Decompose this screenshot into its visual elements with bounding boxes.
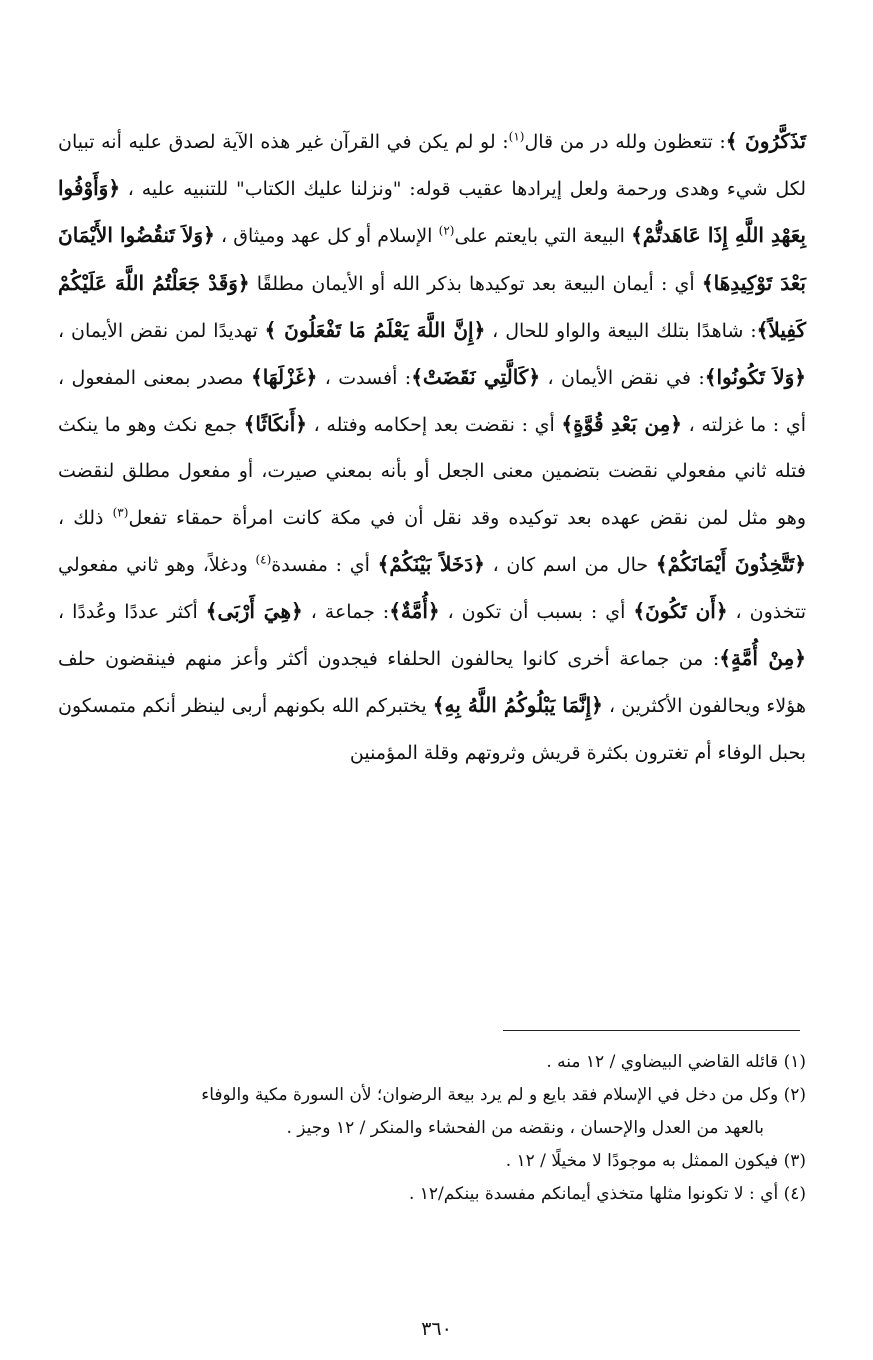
footnote-marker: (٢) bbox=[438, 224, 455, 239]
quran-verse: ﴿أُمَّةٌ﴾ bbox=[389, 599, 440, 624]
quran-verse: ﴿وَلاَ تَكُونُوا﴾ bbox=[704, 365, 806, 390]
commentary-text: : أفسدت ، bbox=[317, 367, 412, 390]
commentary-text: أي : نقضت بعد إحكامه وفتله ، bbox=[307, 414, 562, 437]
commentary-text: البيعة التي بايعتم على bbox=[454, 225, 632, 248]
quran-verse: ﴿إِنَّمَا يَبْلُوكُمُ اللَّهُ بِهِ﴾ bbox=[432, 693, 603, 718]
footnote-marker: (٣) bbox=[112, 505, 129, 520]
commentary-text: مصدر بمعنى المفعول ، أي : ما غزلته ، bbox=[58, 367, 806, 437]
commentary-text: : جماعة ، bbox=[302, 601, 390, 624]
commentary-text: أي : مفسدة bbox=[271, 553, 378, 576]
quran-verse: ﴿هِيَ أَرْبَى﴾ bbox=[205, 599, 303, 624]
quran-verse: ﴿وَأَوْفُوا بِعَهْدِ اللَّهِ إِذَا عَاهَدتُّمْ﴾ bbox=[58, 176, 806, 248]
commentary-text: تهديدًا لمن نقض الأيمان ، bbox=[58, 319, 265, 342]
footnote-marker: (٤) bbox=[255, 552, 272, 567]
quran-verse: ﴿مِن بَعْدِ قُوَّةٍ﴾ bbox=[561, 412, 683, 437]
commentary-text: أي : بسبب أن تكون ، bbox=[439, 601, 634, 624]
quran-verse: ﴿غَزْلَهَا﴾ bbox=[250, 365, 318, 390]
commentary-text: يختبركم الله بكونهم أربى لينظر أنكم متمسكون بحبل الوفاء أم تغترون بكثرة قريش وثروتهم وقلة المؤمنين bbox=[58, 695, 806, 764]
footnote-2: (٢) وكل من دخل في الإسلام فقد بايع و لم يرد بيعة الرضوان؛ لأن السورة مكية والوفاء bbox=[201, 1085, 806, 1105]
page-number: ٣٦٠ bbox=[421, 1318, 452, 1340]
quran-verse: ﴿وَلاَ تَنقُضُوا الأَيْمَانَ بَعْدَ تَوْكِيدِهَا﴾ bbox=[58, 223, 806, 295]
commentary-text: : تتعظون ولله در من قال bbox=[524, 131, 726, 153]
footnotes bbox=[58, 1046, 806, 1211]
commentary-text: : لو لم يكن في القرآن غير هذه الآية لصدق عليه أنه تبيان لكل شيء وهدى ورحمة ولعل إيرادها عقيب قوله: "ونزلنا عليك الكتاب" للتنبيه عليه ، bbox=[58, 131, 806, 201]
commentary-text: الإسلام أو كل عهد وميثاق ، bbox=[214, 225, 439, 248]
commentary-text: ذلك ، bbox=[58, 506, 113, 529]
footnote-4: (٤) أي : لا تكونوا مثلها متخذي أيمانكم مفسدة بينكم/١٢ . bbox=[408, 1184, 806, 1204]
commentary-text: ودغلاً، وهو ثاني مفعولي تتخذون ، bbox=[58, 553, 807, 624]
commentary-text: حال من اسم كان ، bbox=[484, 553, 656, 576]
footnote-2-continuation: بالعهد من العدل والإحسان ، ونقضه من الفحشاء والمنكر / ١٢ وجيز . bbox=[286, 1118, 764, 1138]
quran-verse: تَذَكَّرُونَ ﴾ bbox=[725, 129, 806, 153]
footnote-marker: (١) bbox=[508, 129, 525, 144]
main-paragraph bbox=[58, 118, 806, 776]
commentary-text: : من جماعة أخرى كانوا يحالفون الحلفاء فيجدون أكثر وأعز منهم فينقضون حلف هؤلاء ويحالفون الأكثرين ، bbox=[58, 648, 806, 718]
quran-verse: ﴿إِنَّ اللَّهَ يَعْلَمُ مَا تَفْعَلُونَ ﴾ bbox=[264, 317, 486, 342]
commentary-text: : شاهدًا بتلك البيعة والواو للحال ، bbox=[485, 319, 757, 342]
quran-verse: ﴿أَن تَكُونَ﴾ bbox=[633, 599, 728, 624]
quran-verse: ﴿أَنكَاثًا﴾ bbox=[243, 412, 307, 437]
quran-verse: ﴿وَقَدْ جَعَلْتُمُ اللَّهَ عَلَيْكُمْ كَفِيلاً﴾ bbox=[58, 270, 806, 342]
commentary-text: أكثر عددًا وعُددًا ، bbox=[58, 601, 206, 624]
footnote-3: (٣) فيكون الممثل به موجودًا لا مخيلًا / ١٢ . bbox=[505, 1151, 806, 1171]
quran-verse: ﴿مِنْ أُمَّةٍ﴾ bbox=[719, 646, 806, 671]
commentary-text: أي : أيمان البيعة بعد توكيدها بذكر الله أو الأيمان مطلقًا bbox=[249, 272, 702, 295]
footnote-separator bbox=[503, 1030, 800, 1031]
main-text bbox=[58, 118, 806, 776]
quran-verse: ﴿كَالَّتِي نَقَضَتْ﴾ bbox=[411, 365, 541, 390]
footnote-1: (١) قائله القاضي البيضاوي / ١٢ منه . bbox=[546, 1052, 806, 1072]
commentary-text: : في نقض الأيمان ، bbox=[540, 367, 705, 390]
quran-verse: ﴿دَخَلاً بَيْنَكُمْ﴾ bbox=[377, 551, 485, 576]
commentary-text: جمع نكث وهو ما ينكث فتله ثاني مفعولي نقضت بتضمين معنى الجعل أو بأنه بمعني صيرت، أو مفعول مطلق لنقضت وهو مثل لمن نقض عهده بعد توكيده وقد نقل أن في مكة كانت امرأة حمقاء تفعل bbox=[58, 414, 806, 529]
quran-verse: ﴿تَتَّخِذُونَ أَيْمَانَكُمْ﴾ bbox=[655, 551, 806, 576]
